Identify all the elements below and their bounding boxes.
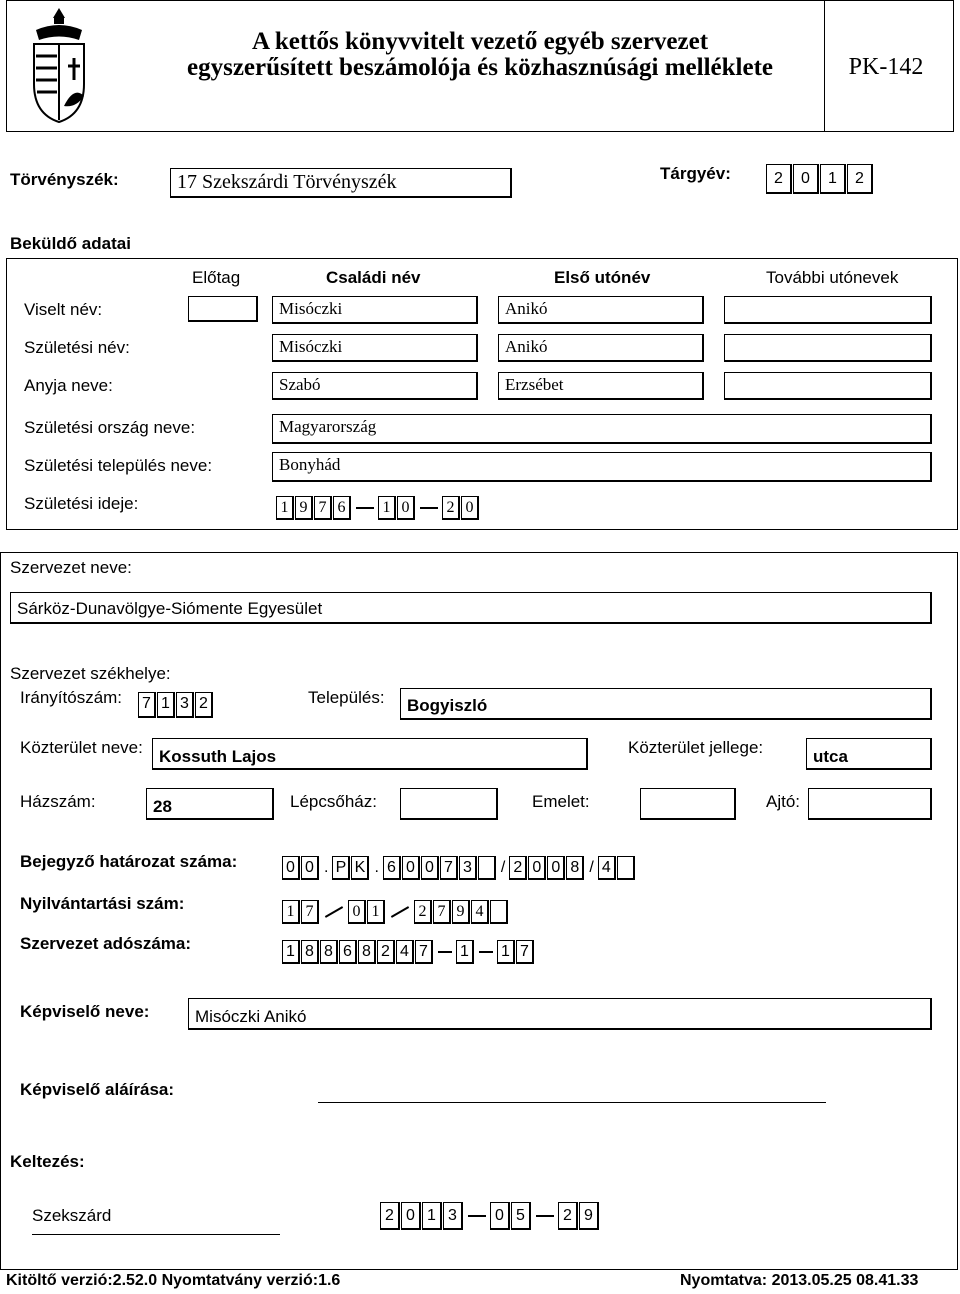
digit[interactable]: 7	[440, 856, 458, 880]
floor-field[interactable]	[640, 788, 736, 820]
digit[interactable]: 4	[598, 856, 616, 880]
digit[interactable]: 0	[490, 1202, 510, 1230]
digit[interactable]: 7	[301, 900, 319, 924]
birth-country-label: Születési ország neve:	[24, 418, 196, 437]
family-field[interactable]: Szabó	[272, 372, 478, 400]
row-label: Viselt név:	[24, 300, 103, 319]
street-field[interactable]: Kossuth Lajos	[152, 738, 588, 770]
org-name-label: Szervezet neve:	[10, 558, 132, 577]
form-title-line1: A kettős könyvvitelt vezető egyéb szervezet	[251, 28, 709, 55]
digit[interactable]: 4	[471, 900, 489, 924]
street-type-label: Közterület jellege:	[628, 738, 764, 757]
digit[interactable]: 2	[558, 1202, 578, 1230]
digit[interactable]: 2	[442, 496, 460, 520]
digit[interactable]: 6	[333, 496, 351, 520]
year-label: Tárgyév:	[660, 164, 731, 183]
digit[interactable]: 1	[456, 940, 474, 964]
row-label: Anyja neve:	[24, 376, 113, 395]
first-field[interactable]: Anikó	[498, 334, 704, 362]
slash-line	[325, 906, 343, 918]
other-field[interactable]	[724, 334, 932, 362]
record-digits[interactable]	[282, 900, 509, 924]
digit[interactable]: 8	[566, 856, 584, 880]
digit[interactable]: 2	[195, 692, 213, 718]
digit[interactable]: 7	[415, 940, 433, 964]
form-code: PK-142	[848, 54, 924, 80]
digit[interactable]: 8	[301, 940, 319, 964]
tax-label: Szervezet adószáma:	[20, 934, 192, 953]
digit[interactable]: 7	[516, 940, 534, 964]
street-label: Közterület neve:	[20, 738, 143, 757]
digit[interactable]: 3	[459, 856, 477, 880]
house-field[interactable]: 28	[146, 788, 274, 820]
family-field[interactable]: Misóczki	[272, 296, 478, 324]
decision-digits[interactable]	[282, 856, 636, 880]
digit[interactable]	[617, 856, 635, 880]
dot-separator: .	[324, 859, 329, 876]
digit[interactable]: 2	[414, 900, 432, 924]
sender-section-title: Beküldő adatai	[10, 234, 131, 253]
digit[interactable]: 2	[380, 1202, 400, 1230]
other-field[interactable]	[724, 296, 932, 324]
birth-date-digits[interactable]	[276, 496, 480, 520]
slash-separator: /	[500, 859, 506, 876]
digit[interactable]: 3	[176, 692, 194, 718]
date-dash	[420, 507, 438, 509]
footer-versions: Kitöltő verzió:2.52.0 Nyomtatvány verzió:1.6	[6, 1272, 341, 1289]
digit[interactable]: 1	[276, 496, 294, 520]
crest-emblem	[24, 6, 94, 124]
digit[interactable]: 0	[528, 856, 546, 880]
digit[interactable]: 9	[579, 1202, 599, 1230]
col-family: Családi név	[326, 268, 421, 287]
court-label: Törvényszék:	[10, 170, 119, 189]
digit[interactable]: K	[351, 856, 369, 880]
form-title-line2: egyszerűsített beszámolója és közhasznúsági melléklete	[187, 54, 773, 81]
footer-printed: Nyomtatva: 2013.05.25 08.41.33	[680, 1272, 919, 1289]
door-label: Ajtó:	[766, 792, 801, 811]
dated-label: Keltezés:	[10, 1152, 85, 1171]
dated-place-line	[32, 1234, 280, 1235]
door-field[interactable]	[808, 788, 932, 820]
digit[interactable]: P	[332, 856, 350, 880]
house-label: Házszám:	[20, 792, 96, 811]
digit[interactable]: 1	[422, 1202, 442, 1230]
col-first: Első utónév	[554, 268, 651, 287]
org-seat-title: Szervezet székhelye:	[10, 664, 171, 683]
digit[interactable]: 1	[282, 940, 300, 964]
rep-name-label: Képviselő neve:	[20, 1002, 150, 1021]
year-digit[interactable]: 2	[766, 164, 792, 194]
year-digit[interactable]: 0	[793, 164, 819, 194]
birth-date-label: Születési ideje:	[24, 494, 139, 513]
digit[interactable]: 0	[282, 856, 300, 880]
digit[interactable]: 7	[314, 496, 332, 520]
col-prefix: Előtag	[192, 268, 241, 287]
zip-digits[interactable]	[138, 692, 214, 718]
digit[interactable]: 1	[157, 692, 175, 718]
signature-line	[318, 1102, 826, 1103]
digit[interactable]: 7	[433, 900, 451, 924]
digit[interactable]: 7	[138, 692, 156, 718]
digit[interactable]: 1	[367, 900, 385, 924]
tax-digits[interactable]	[282, 940, 535, 964]
col-other: További utónevek	[766, 268, 899, 287]
row-label: Születési név:	[24, 338, 130, 357]
year-digits[interactable]	[766, 164, 874, 194]
slash-separator: /	[589, 859, 594, 876]
digit[interactable]: 8	[320, 940, 338, 964]
birth-country-field[interactable]: Magyarország	[272, 414, 932, 444]
rep-name-field[interactable]: Misóczki Anikó	[188, 998, 932, 1030]
digit[interactable]	[478, 856, 496, 880]
family-field[interactable]: Misóczki	[272, 334, 478, 362]
stair-label: Lépcsőház:	[290, 792, 377, 811]
city-field[interactable]: Bogyiszló	[400, 688, 932, 720]
tax-dash	[479, 951, 493, 953]
header-divider	[824, 0, 825, 132]
digit[interactable]: 6	[383, 856, 401, 880]
date-dash	[356, 507, 374, 509]
digit[interactable]: 9	[295, 496, 313, 520]
digit[interactable]: 4	[396, 940, 414, 964]
digit[interactable]: 0	[397, 496, 415, 520]
digit[interactable]: 2	[509, 856, 527, 880]
tax-dash	[438, 951, 452, 953]
zip-label: Irányítószám:	[20, 688, 123, 707]
date-dash	[468, 1215, 486, 1217]
digit[interactable]: 0	[421, 856, 439, 880]
slash-line	[391, 906, 409, 918]
first-field[interactable]: Anikó	[498, 296, 704, 324]
dated-place[interactable]: Szekszárd	[32, 1206, 112, 1225]
digit[interactable]: 2	[377, 940, 395, 964]
decision-label: Bejegyző határozat száma:	[20, 852, 238, 871]
digit[interactable]: 1	[497, 940, 515, 964]
digit[interactable]: 1	[378, 496, 396, 520]
dated-digits[interactable]	[380, 1202, 600, 1230]
stair-field[interactable]	[400, 788, 498, 820]
digit[interactable]: 6	[339, 940, 357, 964]
city-label: Település:	[308, 688, 385, 707]
floor-label: Emelet:	[532, 792, 590, 811]
digit[interactable]: 0	[547, 856, 565, 880]
prefix-field[interactable]	[188, 296, 258, 322]
other-field[interactable]	[724, 372, 932, 400]
year-digit[interactable]: 2	[847, 164, 873, 194]
digit[interactable]: 9	[452, 900, 470, 924]
digit[interactable]: 8	[358, 940, 376, 964]
digit[interactable]: 3	[443, 1202, 463, 1230]
birth-city-label: Születési település neve:	[24, 456, 213, 475]
digit[interactable]: 5	[511, 1202, 531, 1230]
digit[interactable]: 1	[282, 900, 300, 924]
dot-separator: .	[374, 859, 379, 876]
year-digit[interactable]: 1	[820, 164, 846, 194]
digit[interactable]: 0	[348, 900, 366, 924]
record-label: Nyilvántartási szám:	[20, 894, 185, 913]
rep-sign-label: Képviselő aláírása:	[20, 1080, 175, 1099]
court-field[interactable]: 17 Szekszárdi Törvényszék	[170, 168, 512, 198]
digit[interactable]: 0	[301, 856, 319, 880]
date-dash	[536, 1215, 554, 1217]
birth-city-field[interactable]: Bonyhád	[272, 452, 932, 482]
digit[interactable]: 0	[402, 856, 420, 880]
org-name-field[interactable]: Sárköz-Dunavölgye-Siómente Egyesület	[10, 592, 932, 624]
digit[interactable]	[490, 900, 508, 924]
first-field[interactable]: Erzsébet	[498, 372, 704, 400]
digit[interactable]: 0	[461, 496, 479, 520]
street-type-field[interactable]: utca	[806, 738, 932, 770]
digit[interactable]: 0	[401, 1202, 421, 1230]
